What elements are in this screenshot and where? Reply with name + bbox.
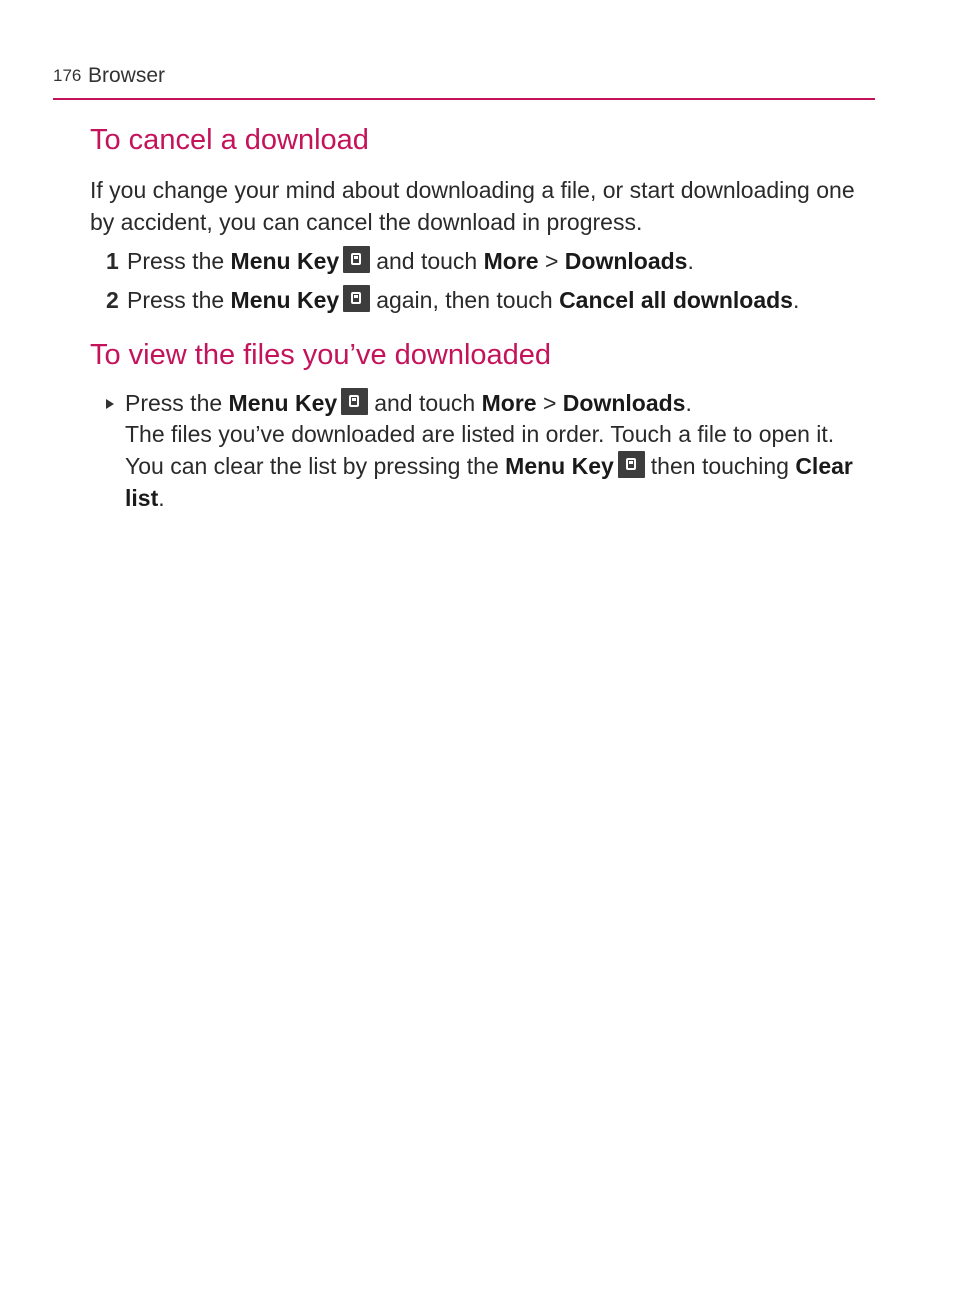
menu-key-icon — [343, 246, 370, 273]
clear-list-text — [125, 450, 880, 514]
step-number: 1 — [106, 248, 119, 274]
menu-key-icon — [343, 285, 370, 312]
menu-key-icon — [341, 388, 368, 415]
more-label: More — [481, 390, 537, 416]
clear-end: . — [158, 485, 165, 511]
instruction-text: and touch — [374, 390, 476, 416]
cancel-intro-paragraph: If you change your mind about downloading a file, or start downloading one by accident, you can cancel the download in progress. — [90, 177, 855, 235]
files-listed-text: The files you’ve downloaded are listed in order. Touch a file to open it. — [125, 421, 835, 447]
separator: > — [542, 390, 557, 416]
step-number: 2 — [106, 287, 119, 313]
then-touching: then touching — [650, 453, 789, 479]
step-end: . — [687, 248, 694, 274]
step-text: and touch — [376, 248, 478, 274]
instruction-end: . — [685, 390, 692, 416]
step-text: Press the — [127, 248, 225, 274]
page-content — [90, 118, 880, 514]
separator: > — [544, 248, 559, 274]
menu-key-label: Menu Key — [230, 248, 340, 274]
view-downloads-instruction — [90, 387, 880, 514]
cancel-download-heading: To cancel a download — [90, 124, 369, 156]
section-name: Browser — [88, 64, 166, 87]
step-1 — [90, 245, 880, 277]
instruction-text: Press the — [125, 390, 223, 416]
menu-key-icon — [618, 451, 645, 478]
downloads-label: Downloads — [562, 390, 686, 416]
page-header — [53, 64, 875, 100]
bullet-arrow-icon — [106, 399, 114, 409]
menu-key-label: Menu Key — [228, 390, 338, 416]
more-label: More — [483, 248, 539, 274]
view-downloads-heading: To view the files you’ve downloaded — [90, 339, 552, 371]
step-end: . — [792, 287, 800, 313]
clear-prefix: You can clear the list by pressing the — [125, 453, 499, 479]
step-text: again, then touch — [376, 287, 553, 313]
menu-key-label: Menu Key — [505, 453, 614, 479]
page-number: 176 — [53, 66, 82, 85]
menu-key-label: Menu Key — [230, 287, 340, 313]
step-text: Press the — [127, 287, 225, 313]
clear-list-label: Clear list — [125, 453, 853, 511]
step-2 — [90, 284, 880, 316]
cancel-all-downloads-label: Cancel all downloads — [559, 287, 793, 313]
downloads-label: Downloads — [564, 248, 688, 274]
